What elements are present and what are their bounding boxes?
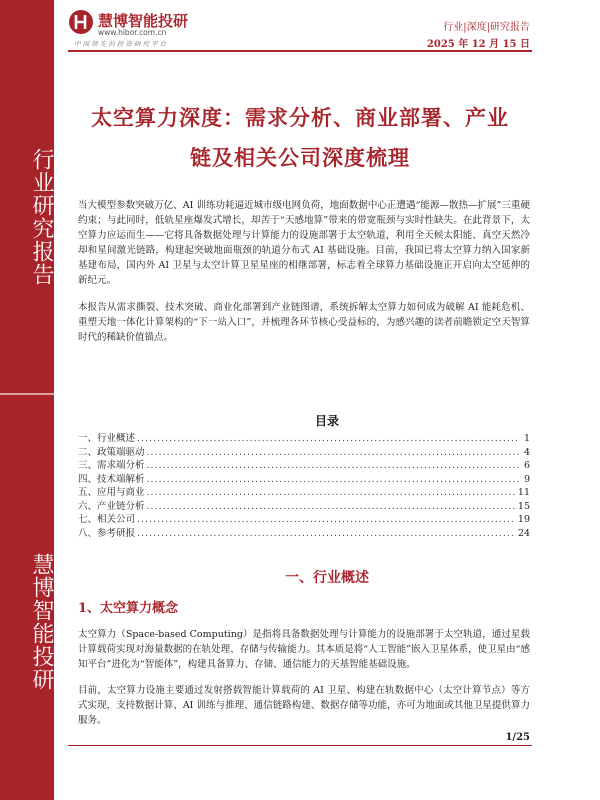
sidebar-divider xyxy=(0,393,54,395)
report-title-line1: 太空算力深度：需求分析、商业部署、产业 xyxy=(91,105,509,130)
toc-item[interactable] xyxy=(78,486,530,500)
intro-paragraph-2: 本报告从需求撕裂、技术突破、商业化部署到产业链图谱，系统拆解太空算力如何成为破解 AI 能耗危机、重塑天地一体化计算架构的“下一站入口”，并梳理各环节核心受益标的，为感兴趣的读者前瞻锁定空天智算时代的稀缺价值锚点。 xyxy=(78,302,530,343)
toc-item[interactable] xyxy=(78,473,530,487)
footer-rule xyxy=(68,745,532,746)
section-paragraph-2: 目前，太空算力设施主要通过发射搭载智能计算载荷的 AI 卫星、构建在轨数据中心（太空计算节点）等方式实现，支持数据计算、AI 训练与推理、通信链路构建、数据存储等功能，亦可为地面或其他卫星提供算力服务。 xyxy=(78,685,530,726)
toc-item-page: 15 xyxy=(517,500,530,512)
toc-item-label: 四、技术端解析 xyxy=(78,473,145,485)
header-rule xyxy=(68,50,532,52)
toc-item[interactable] xyxy=(78,513,530,527)
logo-mark-icon xyxy=(68,8,94,36)
toc-item[interactable] xyxy=(78,432,530,446)
report-title-line2: 链及相关公司深度梳理 xyxy=(190,145,410,170)
toc-item-label: 二、政策端驱动 xyxy=(78,446,145,458)
toc-item-label: 一、行业概述 xyxy=(78,433,136,444)
toc-leader xyxy=(137,527,516,541)
toc-title: 目录 xyxy=(314,414,339,428)
toc-item-label: 六、产业链分析 xyxy=(78,500,145,512)
header-meta xyxy=(427,18,530,50)
toc-item-page: 19 xyxy=(517,514,530,525)
toc-leader xyxy=(137,432,520,446)
toc-item-page: 11 xyxy=(517,487,530,498)
sidebar-top-label: 行业研究报告 xyxy=(29,148,54,286)
toc-item-page: 4 xyxy=(523,446,530,458)
toc-item-label: 五、应用与商业 xyxy=(78,487,145,498)
toc-item[interactable] xyxy=(78,459,530,473)
table-of-contents xyxy=(78,432,530,540)
toc-item-page: 6 xyxy=(523,460,530,471)
logo-slogan: 中 国 领 先 的 投 资 研 究 平 台 xyxy=(74,40,167,48)
report-date: 2025 年 12 月 15 日 xyxy=(426,39,530,50)
toc-leader xyxy=(147,486,516,500)
sidebar-bottom-label: 慧博智能投研 xyxy=(29,553,54,691)
toc-item-page: 1 xyxy=(523,433,530,444)
toc-item-label: 三、需求端分析 xyxy=(78,460,145,471)
toc-item-page: 24 xyxy=(517,527,530,539)
toc-leader xyxy=(147,500,516,514)
toc-item[interactable] xyxy=(78,446,530,460)
section-heading: 一、行业概述 xyxy=(285,570,369,586)
subsection-heading: 1、太空算力概念 xyxy=(78,601,179,616)
logo xyxy=(68,8,278,48)
toc-item-label: 七、相关公司 xyxy=(78,514,136,525)
toc-item-page: 9 xyxy=(523,473,530,485)
page-number: 1/25 xyxy=(505,732,530,743)
report-title xyxy=(68,98,532,178)
logo-url: www.hibor.com.cn xyxy=(98,28,167,37)
report-type: 行业|深度|研究报告 xyxy=(443,22,530,33)
toc-leader xyxy=(147,459,520,473)
intro-paragraph-1: 当大模型参数突破万亿、AI 训练功耗逼近城市级电网负荷，地面数据中心正遭遇“能源—散热—扩展”三重硬约束；与此同时，低轨星座爆发式增长，却苦于“天感地算”带来的带宽瓶颈与实时性缺失。在此背景下，太空算力应运而生——它将具备数据处理与计算能力的设施部署于太空轨道，利用全天候太阳能、真空天然冷却和星间激光链路，构建起突破地面瓶颈的轨道分布式 AI 基础设施。目前，我国已将太空算力纳入国家新基建布局，国内外 AI 卫星与太空计算卫星星座的相继部署，标志着全球算力基础设施正开启向太空延伸的新纪元。 xyxy=(78,200,530,286)
toc-item-label: 八、参考研报 xyxy=(78,527,136,539)
toc-item[interactable] xyxy=(78,500,530,514)
toc-item[interactable] xyxy=(78,527,530,541)
section-paragraph-1: 太空算力（Space-based Computing）是指将具备数据处理与计算能力的设施部署于太空轨道，通过星载计算载荷实现对海量数据的在轨处理、存储与传输能力。其本质是将“人工智能”嵌入卫星体系，使卫星由“感知平台”进化为“智能体”，构建具备算力、存储、通信能力的天基智能基础设施。 xyxy=(78,629,530,670)
toc-leader xyxy=(137,513,516,527)
toc-leader xyxy=(147,473,520,487)
toc-leader xyxy=(147,446,520,460)
sidebar xyxy=(0,0,54,800)
logo-name: 慧博智能投研 xyxy=(98,12,189,30)
